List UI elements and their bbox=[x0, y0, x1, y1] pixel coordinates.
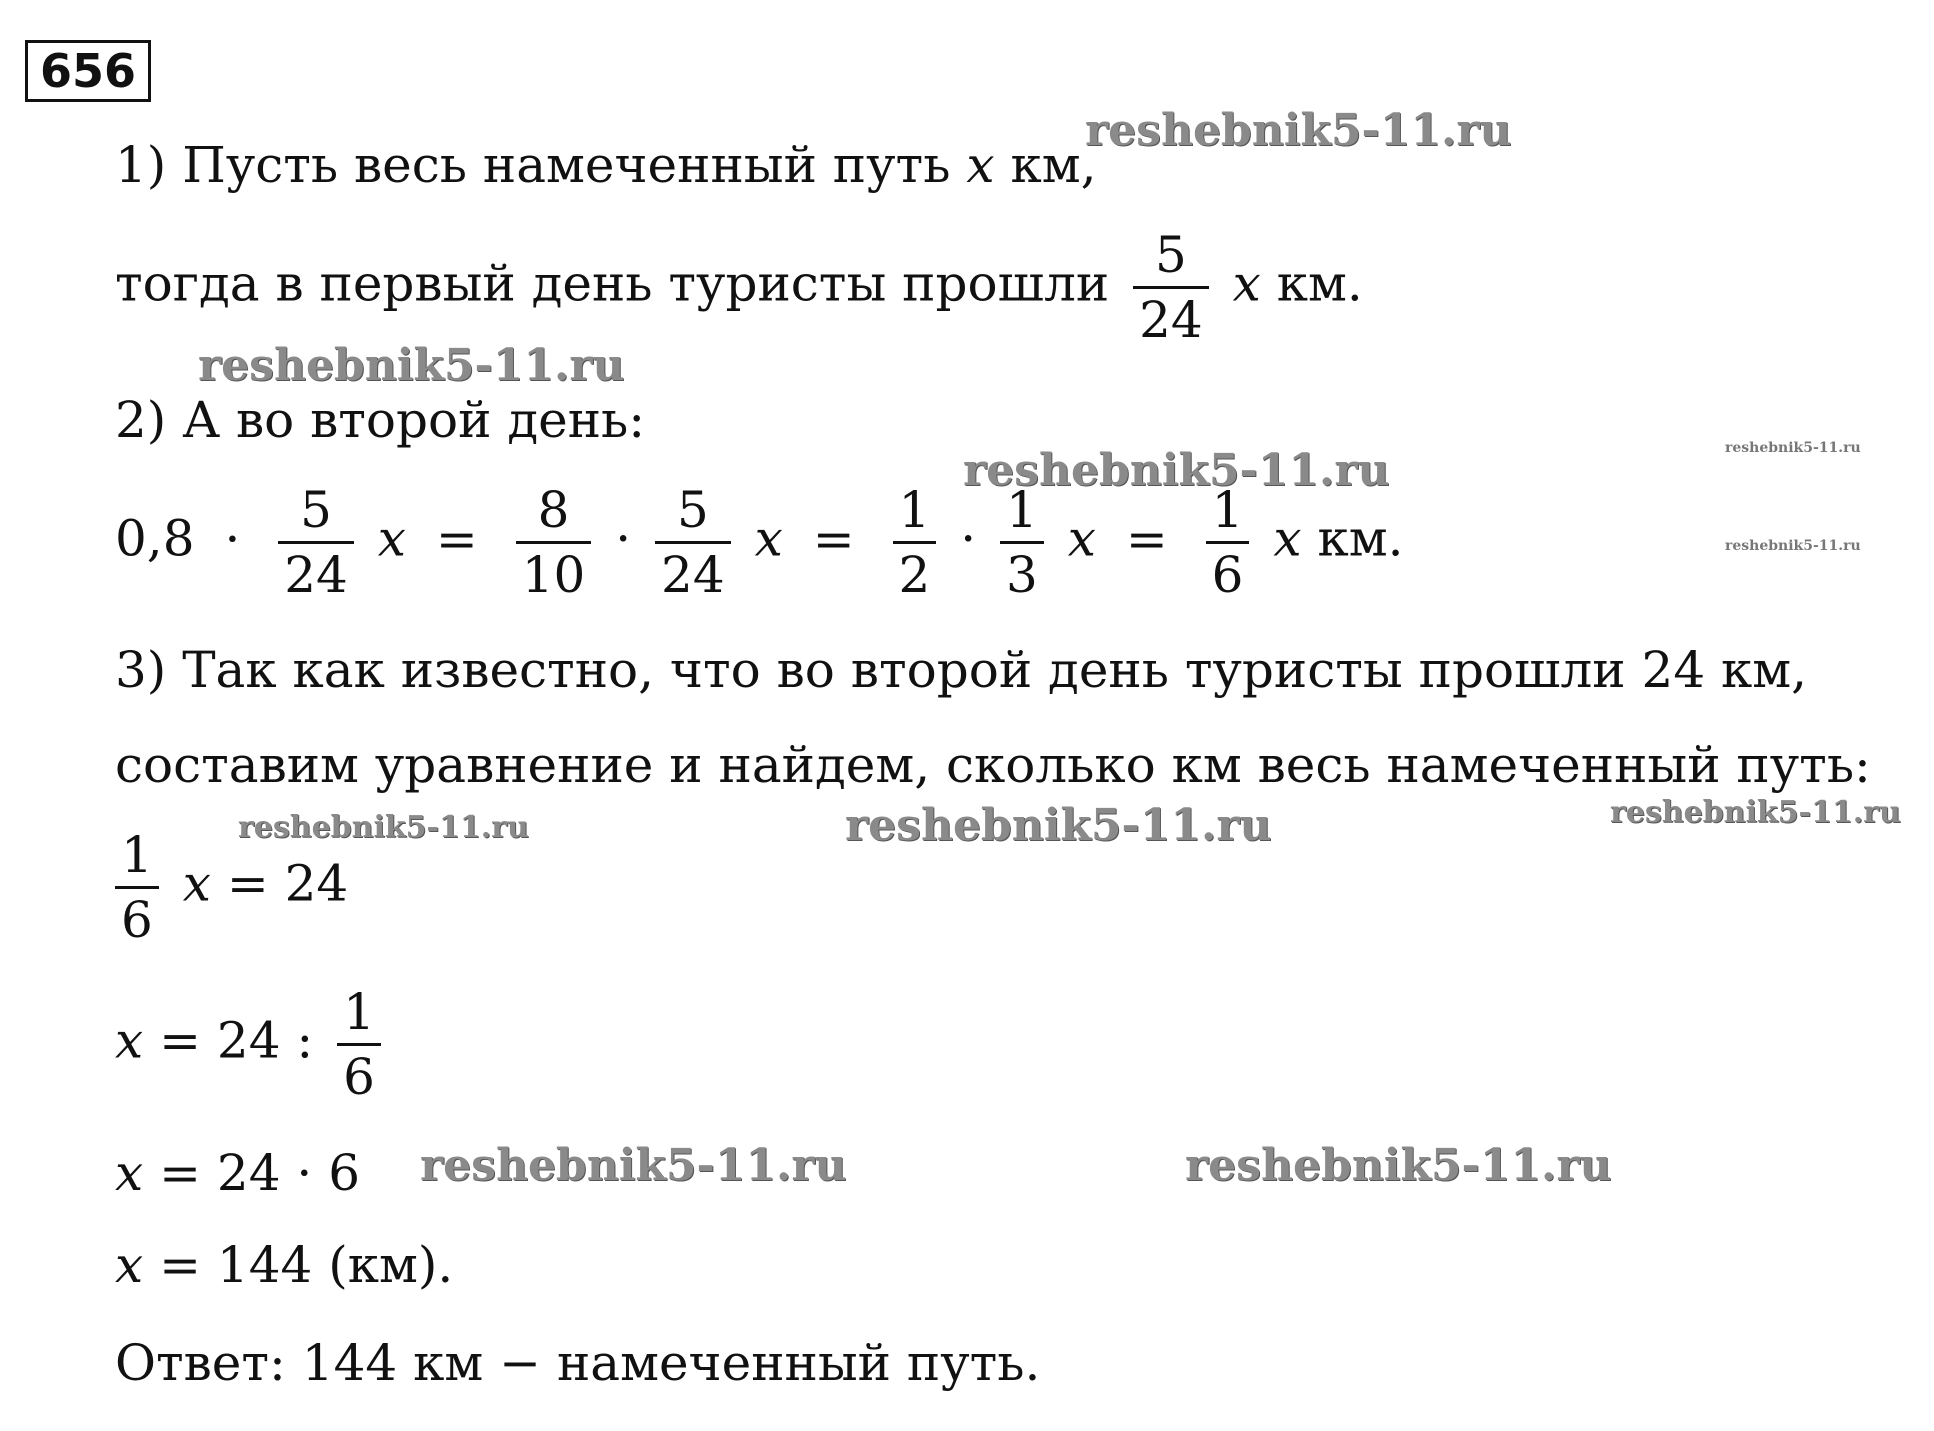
fraction-6 bbox=[1206, 483, 1250, 602]
answer: Ответ: 144 км − намеченный путь. bbox=[115, 1334, 1041, 1392]
fraction-denominator: 2 bbox=[898, 546, 931, 604]
var-x: x bbox=[115, 1011, 144, 1070]
watermark: reshebnik5-11.ru bbox=[963, 445, 1390, 496]
fraction-numerator: 5 bbox=[1154, 226, 1187, 284]
task-number: 656 bbox=[25, 40, 151, 102]
step1-line2-suffix: км. bbox=[1276, 254, 1363, 313]
fraction-numerator: 1 bbox=[1006, 481, 1038, 539]
fraction-bar bbox=[337, 1043, 381, 1046]
var-x: x bbox=[1232, 254, 1261, 313]
fraction-numerator: 5 bbox=[676, 481, 709, 539]
equation-rhs: = 24 : bbox=[159, 1011, 314, 1070]
fraction-denominator: 24 bbox=[284, 546, 348, 604]
fraction-5 bbox=[1000, 483, 1044, 602]
fraction-bar bbox=[278, 541, 354, 544]
step1-line1-suffix: км, bbox=[1010, 136, 1097, 194]
fraction-numerator: 5 bbox=[300, 481, 332, 539]
step2-title: 2) А во второй день: bbox=[115, 391, 646, 449]
watermark: reshebnik5-11.ru bbox=[1085, 105, 1512, 156]
equation-rhs: = 24 · 6 bbox=[159, 1144, 361, 1202]
fraction-bar bbox=[1133, 286, 1209, 289]
fraction-bar bbox=[1206, 541, 1250, 544]
dot-operator: · bbox=[960, 509, 977, 568]
dot-operator: · bbox=[615, 509, 632, 568]
var-x: x bbox=[182, 854, 211, 913]
fraction-denominator: 6 bbox=[121, 891, 153, 949]
fraction-bar bbox=[115, 886, 159, 889]
fraction-denominator: 24 bbox=[1139, 291, 1203, 349]
step1-line2 bbox=[115, 228, 1363, 347]
watermark: reshebnik5-11.ru bbox=[420, 1140, 847, 1191]
fraction-numerator: 1 bbox=[343, 983, 375, 1041]
equals-sign: = bbox=[812, 509, 855, 568]
fraction-numerator: 8 bbox=[537, 481, 570, 539]
fraction-numerator: 1 bbox=[1211, 481, 1244, 539]
coefficient: 0,8 bbox=[115, 509, 195, 568]
fraction-4 bbox=[893, 483, 937, 602]
fraction-bar bbox=[655, 541, 731, 544]
var-x: x bbox=[966, 136, 995, 194]
equation-rhs: = 24 bbox=[226, 854, 349, 913]
equation-rhs: = 144 (км). bbox=[159, 1236, 454, 1294]
fraction-denominator: 24 bbox=[661, 546, 725, 604]
step3-line2: составим уравнение и найдем, сколько км весь намеченный путь: bbox=[115, 736, 1871, 794]
dot-operator: · bbox=[224, 509, 241, 568]
var-x: x bbox=[377, 509, 406, 568]
equals-sign: = bbox=[435, 509, 478, 568]
watermark: reshebnik5-11.ru bbox=[1725, 538, 1861, 554]
var-x: x bbox=[1067, 509, 1096, 568]
fraction-denominator: 6 bbox=[1211, 546, 1244, 604]
equation-3 bbox=[115, 1144, 361, 1202]
watermark: reshebnik5-11.ru bbox=[1610, 795, 1901, 830]
step1-line2-prefix: тогда в первый день туристы прошли bbox=[115, 254, 1110, 313]
unit-km: км. bbox=[1317, 509, 1404, 568]
fraction-3 bbox=[655, 483, 731, 602]
fraction-numerator: 1 bbox=[898, 481, 931, 539]
step1-line1-prefix: 1) Пусть весь намеченный путь bbox=[115, 136, 951, 194]
step3-line1: 3) Так как известно, что во второй день туристы прошли 24 км, bbox=[115, 641, 1808, 699]
fraction-denominator: 10 bbox=[521, 546, 586, 604]
equation-4 bbox=[115, 1236, 454, 1294]
fraction-2 bbox=[516, 483, 592, 602]
watermark: reshebnik5-11.ru bbox=[845, 800, 1272, 851]
watermark: reshebnik5-11.ru bbox=[1185, 1140, 1612, 1191]
fraction-bar bbox=[893, 541, 937, 544]
fraction-denominator: 3 bbox=[1006, 546, 1038, 604]
watermark: reshebnik5-11.ru bbox=[238, 810, 529, 845]
equation-1 bbox=[115, 828, 348, 947]
fraction-5-24 bbox=[1133, 228, 1209, 347]
step1-line1 bbox=[115, 136, 1097, 194]
equals-sign: = bbox=[1125, 509, 1168, 568]
var-x: x bbox=[115, 1236, 144, 1294]
fraction-1-6 bbox=[337, 985, 381, 1104]
var-x: x bbox=[754, 509, 783, 568]
fraction-numerator: 1 bbox=[121, 826, 153, 884]
var-x: x bbox=[115, 1144, 144, 1202]
fraction-bar bbox=[1000, 541, 1044, 544]
watermark: reshebnik5-11.ru bbox=[198, 340, 625, 391]
var-x: x bbox=[1273, 509, 1302, 568]
fraction-1 bbox=[278, 483, 354, 602]
fraction-bar bbox=[516, 541, 592, 544]
fraction-1-6 bbox=[115, 828, 159, 947]
step2-equation bbox=[115, 483, 1404, 602]
fraction-denominator: 6 bbox=[343, 1048, 375, 1106]
equation-2 bbox=[115, 985, 389, 1104]
watermark: reshebnik5-11.ru bbox=[1725, 440, 1861, 456]
